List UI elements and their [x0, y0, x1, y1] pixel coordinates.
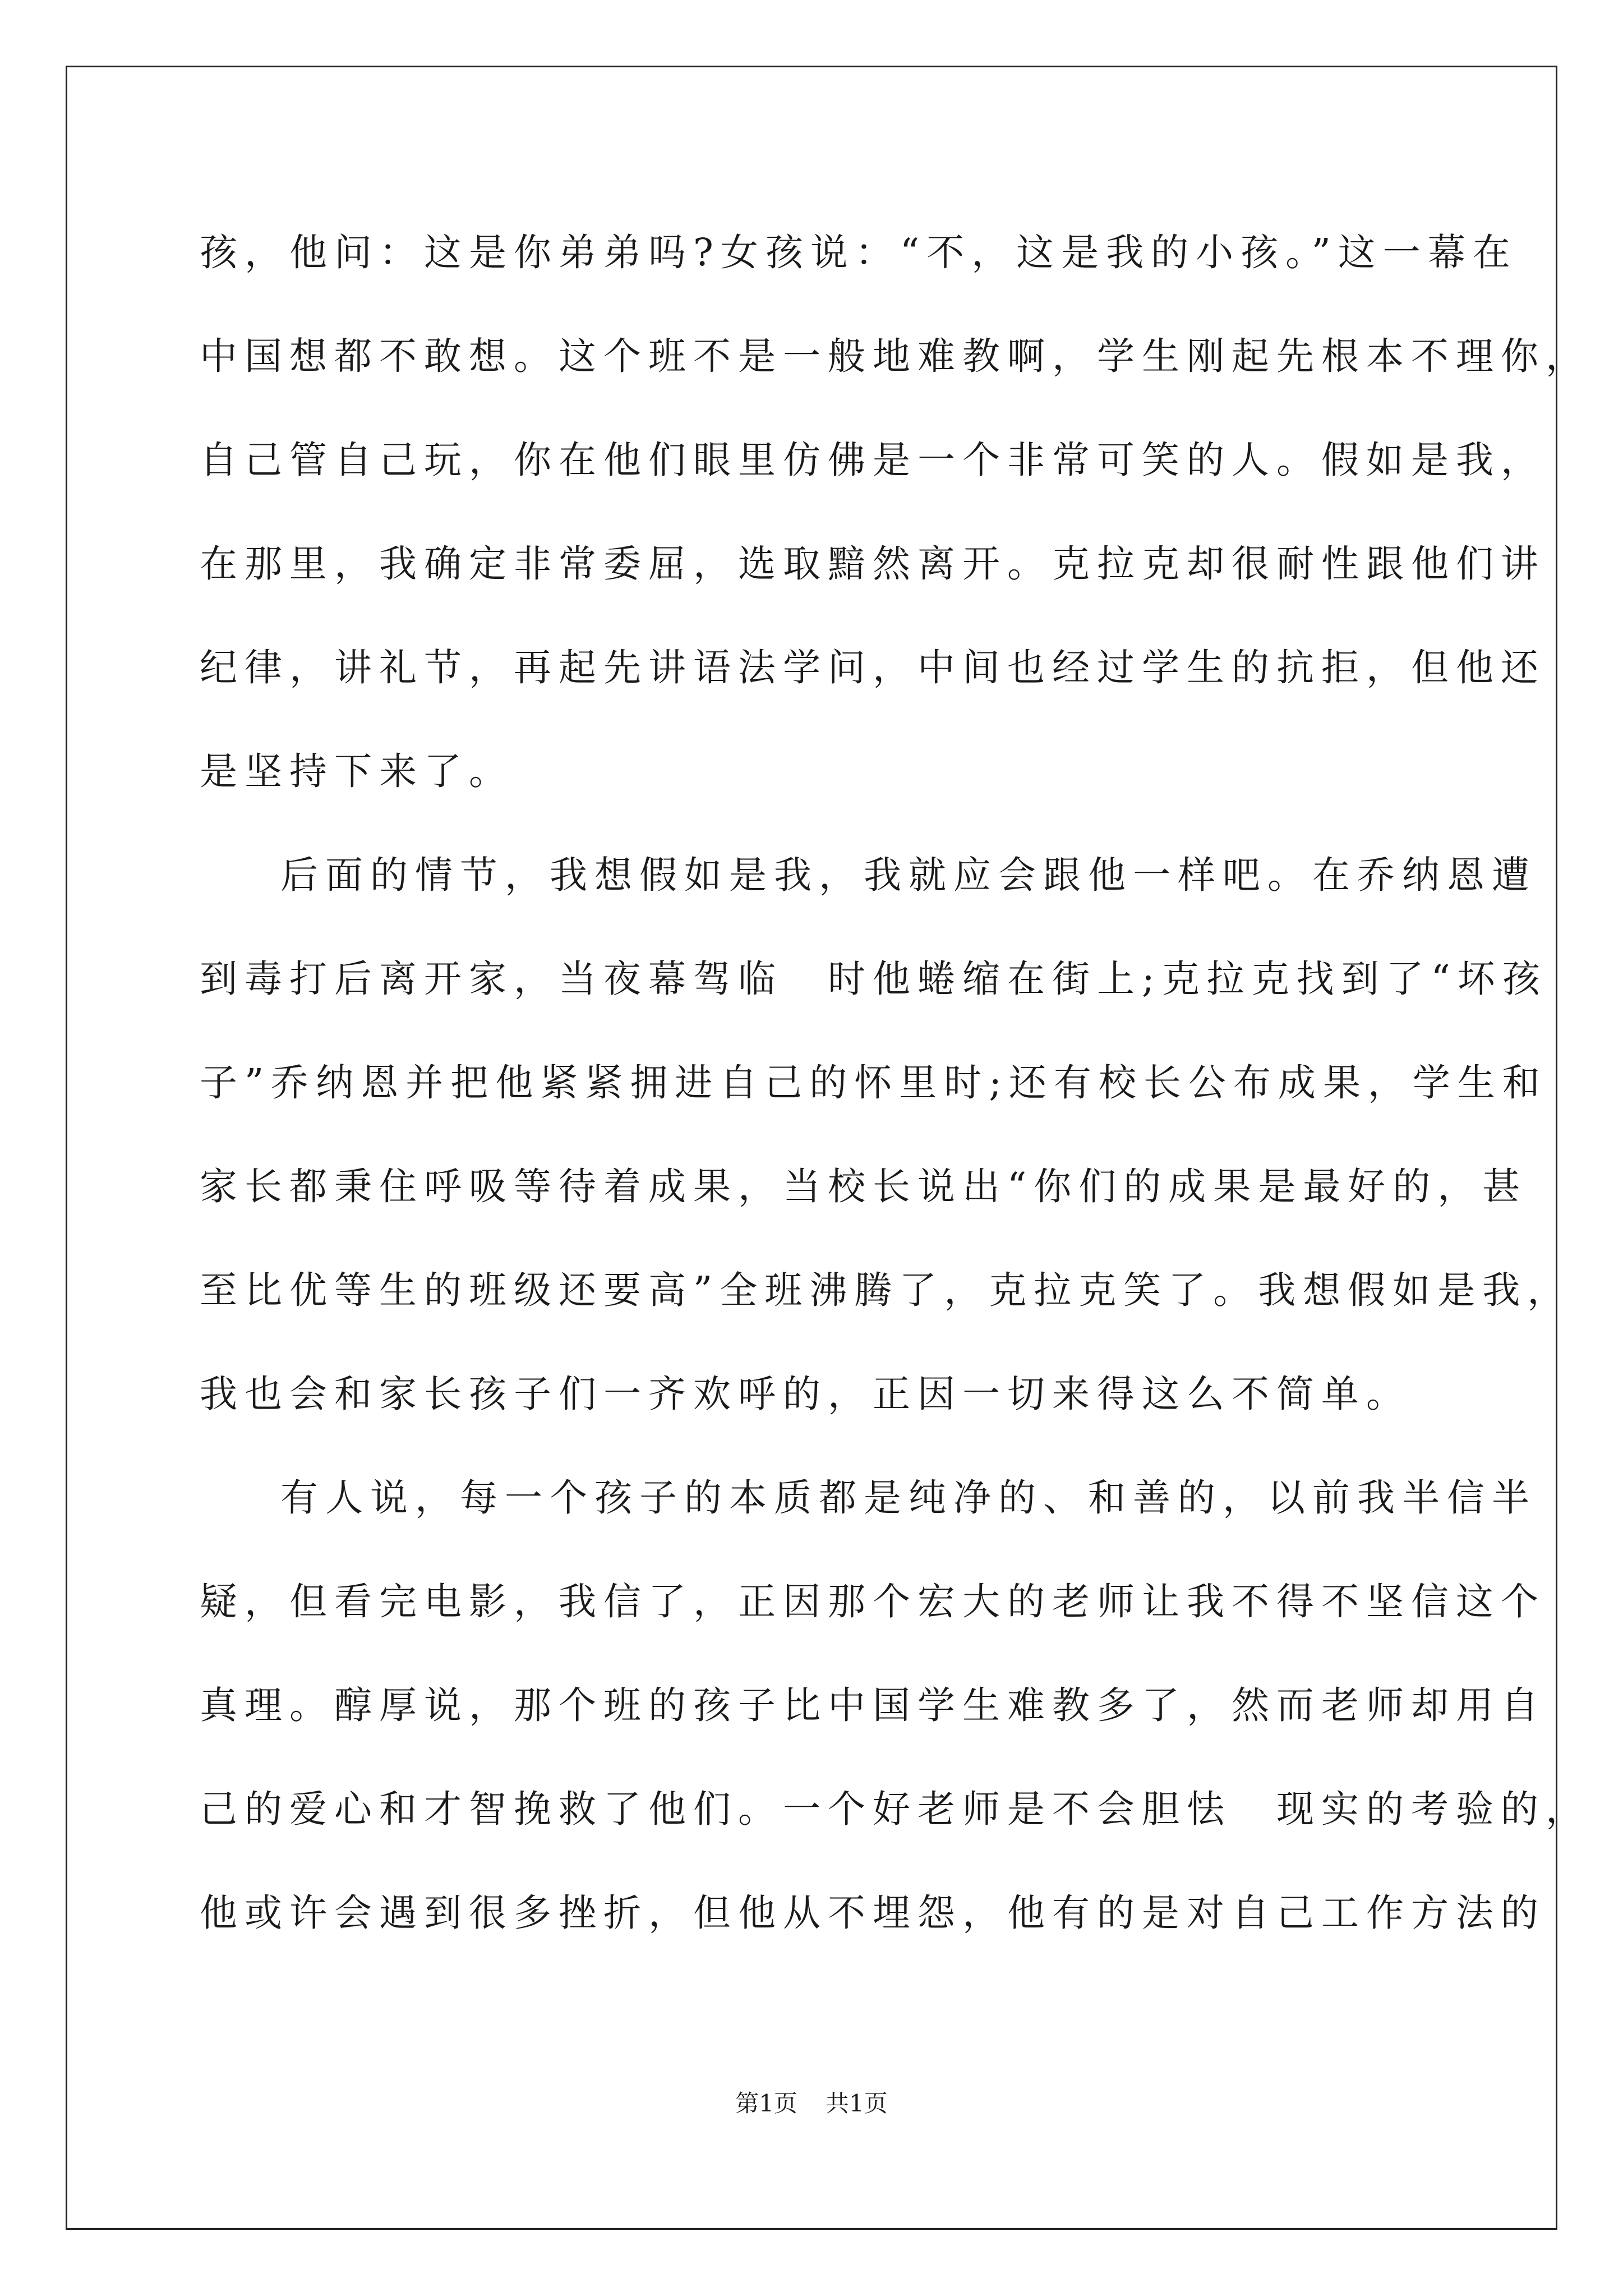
text-line: 到毒打后离开家，当夜幕驾临 时他蜷缩在街上;克拉克找到了“坏孩 [200, 957, 1547, 1001]
text-line: 我也会和家长孩子们一齐欢呼的，正因一切来得这么不简单。 [200, 1372, 1411, 1416]
text-line: 真理。醇厚说，那个班的孩子比中国学生难教多了，然而老师却用自 [200, 1683, 1546, 1727]
text-line: 孩，他问：这是你弟弟吗?女孩说：“不，这是我的小孩。”这一幕在 [200, 231, 1518, 274]
paragraph-first-line: 后面的情节，我想假如是我，我就应会跟他一样吧。在乔纳恩遭 [280, 853, 1537, 897]
text-line: 纪律，讲礼节，再起先讲语法学问，中间也经过学生的抗拒，但他还 [200, 646, 1546, 689]
text-line: 是坚持下来了。 [200, 749, 514, 793]
text-line: 在那里，我确定非常委屈，选取黯然离开。克拉克却很耐性跟他们讲 [200, 542, 1546, 586]
text-line: 子”乔纳恩并把他紧紧拥进自己的怀里时;还有校长公布成果，学生和 [200, 1061, 1547, 1105]
page-number: 第1页 [735, 2090, 797, 2117]
page-total: 共1页 [826, 2090, 888, 2117]
text-line: 自己管自己玩，你在他们眼里仿佛是一个非常可笑的人。假如是我， [200, 438, 1546, 482]
text-line: 他或许会遇到很多挫折，但他从不埋怨，他有的是对自己工作方法的 [200, 1891, 1546, 1935]
text-line: 己的爱心和才智挽救了他们。一个好老师是不会胆怯 现实的考验的， [200, 1787, 1590, 1831]
text-line: 家长都秉住呼吸等待着成果，当校长说出“你们的成果是最好的，甚 [200, 1165, 1528, 1208]
text-line: 中国想都不敢想。这个班不是一般地难教啊，学生刚起先根本不理你， [200, 334, 1590, 378]
paragraph-first-line: 有人说，每一个孩子的本质都是纯净的、和善的，以前我半信半 [280, 1476, 1537, 1520]
page-footer [0, 2087, 1623, 2120]
text-line: 至比优等生的班级还要高”全班沸腾了，克拉克笑了。我想假如是我， [200, 1268, 1573, 1312]
text-line: 疑，但看完电影，我信了，正因那个宏大的老师让我不得不坚信这个 [200, 1580, 1546, 1623]
